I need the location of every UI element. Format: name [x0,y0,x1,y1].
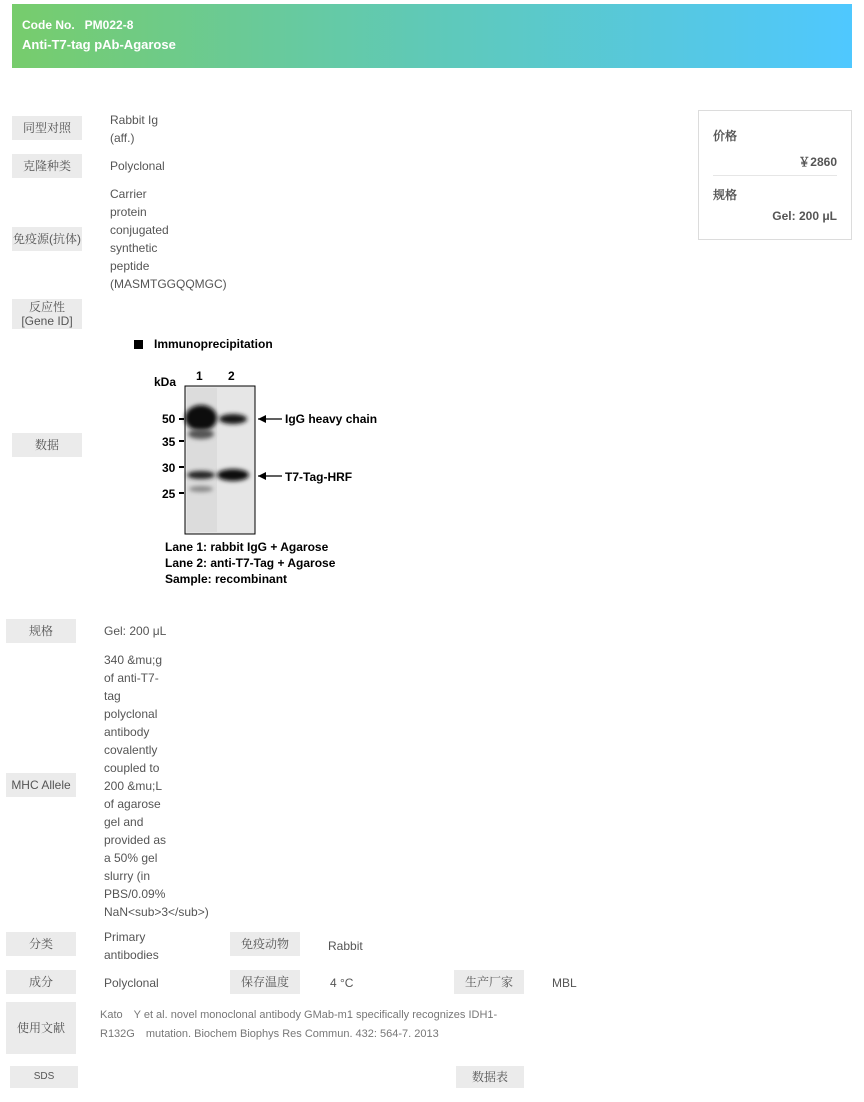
price-label: 价格 [713,129,738,143]
sds-button[interactable]: SDS [10,1066,78,1088]
maker-value: MBL [552,976,577,990]
lane-number-2: 2 [228,369,235,383]
code-line [22,18,133,32]
marker-25: 25 [162,487,176,501]
category-label: 分类 [6,932,76,956]
data-label: 数据 [12,433,82,457]
immunogen-value: Carrier protein conjugated synthetic peptide (MASMTGGQQMGC) [110,187,227,291]
host-label: 免疫动物 [230,932,300,956]
storage-label: 保存温度 [230,970,300,994]
annotation-igg-heavy-chain: IgG heavy chain [285,412,378,426]
price-box [698,110,852,240]
size-label: 规格 [713,188,738,202]
figure-title: Immunoprecipitation [154,337,273,351]
reactivity-label: 反应性 [Gene ID] [12,299,82,329]
annotation-t7-tag: T7-Tag-HRF [285,470,353,484]
product-title: Anti-T7-tag pAb-Agarose [22,37,176,52]
kda-label: kDa [154,375,177,389]
maker-label: 生产厂家 [454,970,524,994]
caption-lane-1: Lane 1: rabbit IgG + Agarose [165,540,329,554]
reference-label: 使用文献 [6,1002,76,1054]
price-value: ￥2860 [798,155,837,169]
code-label: Code No. [22,18,75,32]
caption-sample: Sample: recombinant [165,572,288,586]
marker-30: 30 [162,461,176,475]
price-divider [713,175,837,176]
product-header [12,4,852,68]
size-value: Gel: 200 μL [772,209,837,223]
immunogen-label: 免疫源(抗体) [12,227,82,251]
mhc-allele-label: MHC Allele [6,773,76,797]
storage-value: 4 °C [330,976,354,990]
mhc-allele-value: 340 &mu;g of anti-T7- tag polyclonal antibody covalently coupled to 200 &mu;L of agarose gel and provided as a 50% gel slurry (in PBS/0.09% NaN<sub>3</sub>) [104,653,209,919]
spec-value: Gel: 200 μL [104,624,167,638]
host-value: Rabbit [328,939,363,953]
reference-value: Kato Y et al. novel monoclonal antibody GMab-m1 specifically recognizes IDH1- R132G mutation. Biochem Biophys Res Commun. 432: 564-7. 2013 [100,1009,498,1040]
marker-35: 35 [162,435,176,449]
code-value: PM022-8 [84,18,134,32]
datasheet-button[interactable]: 数据表 [456,1066,524,1088]
ip-figure [130,335,400,595]
blot-image [130,335,400,535]
spec-label: 规格 [6,619,76,643]
clone-value: Polyclonal [110,159,165,173]
category-value: Primary antibodies [104,930,159,962]
marker-50: 50 [162,412,176,426]
component-value: Polyclonal [104,976,159,990]
lane-number-1: 1 [196,369,203,383]
caption-lane-2: Lane 2: anti-T7-Tag + Agarose [165,556,336,570]
isotype-label: 同型对照 [12,116,82,140]
clone-label: 克隆种类 [12,154,82,178]
isotype-value: Rabbit Ig (aff.) [110,113,159,145]
component-label: 成分 [6,970,76,994]
